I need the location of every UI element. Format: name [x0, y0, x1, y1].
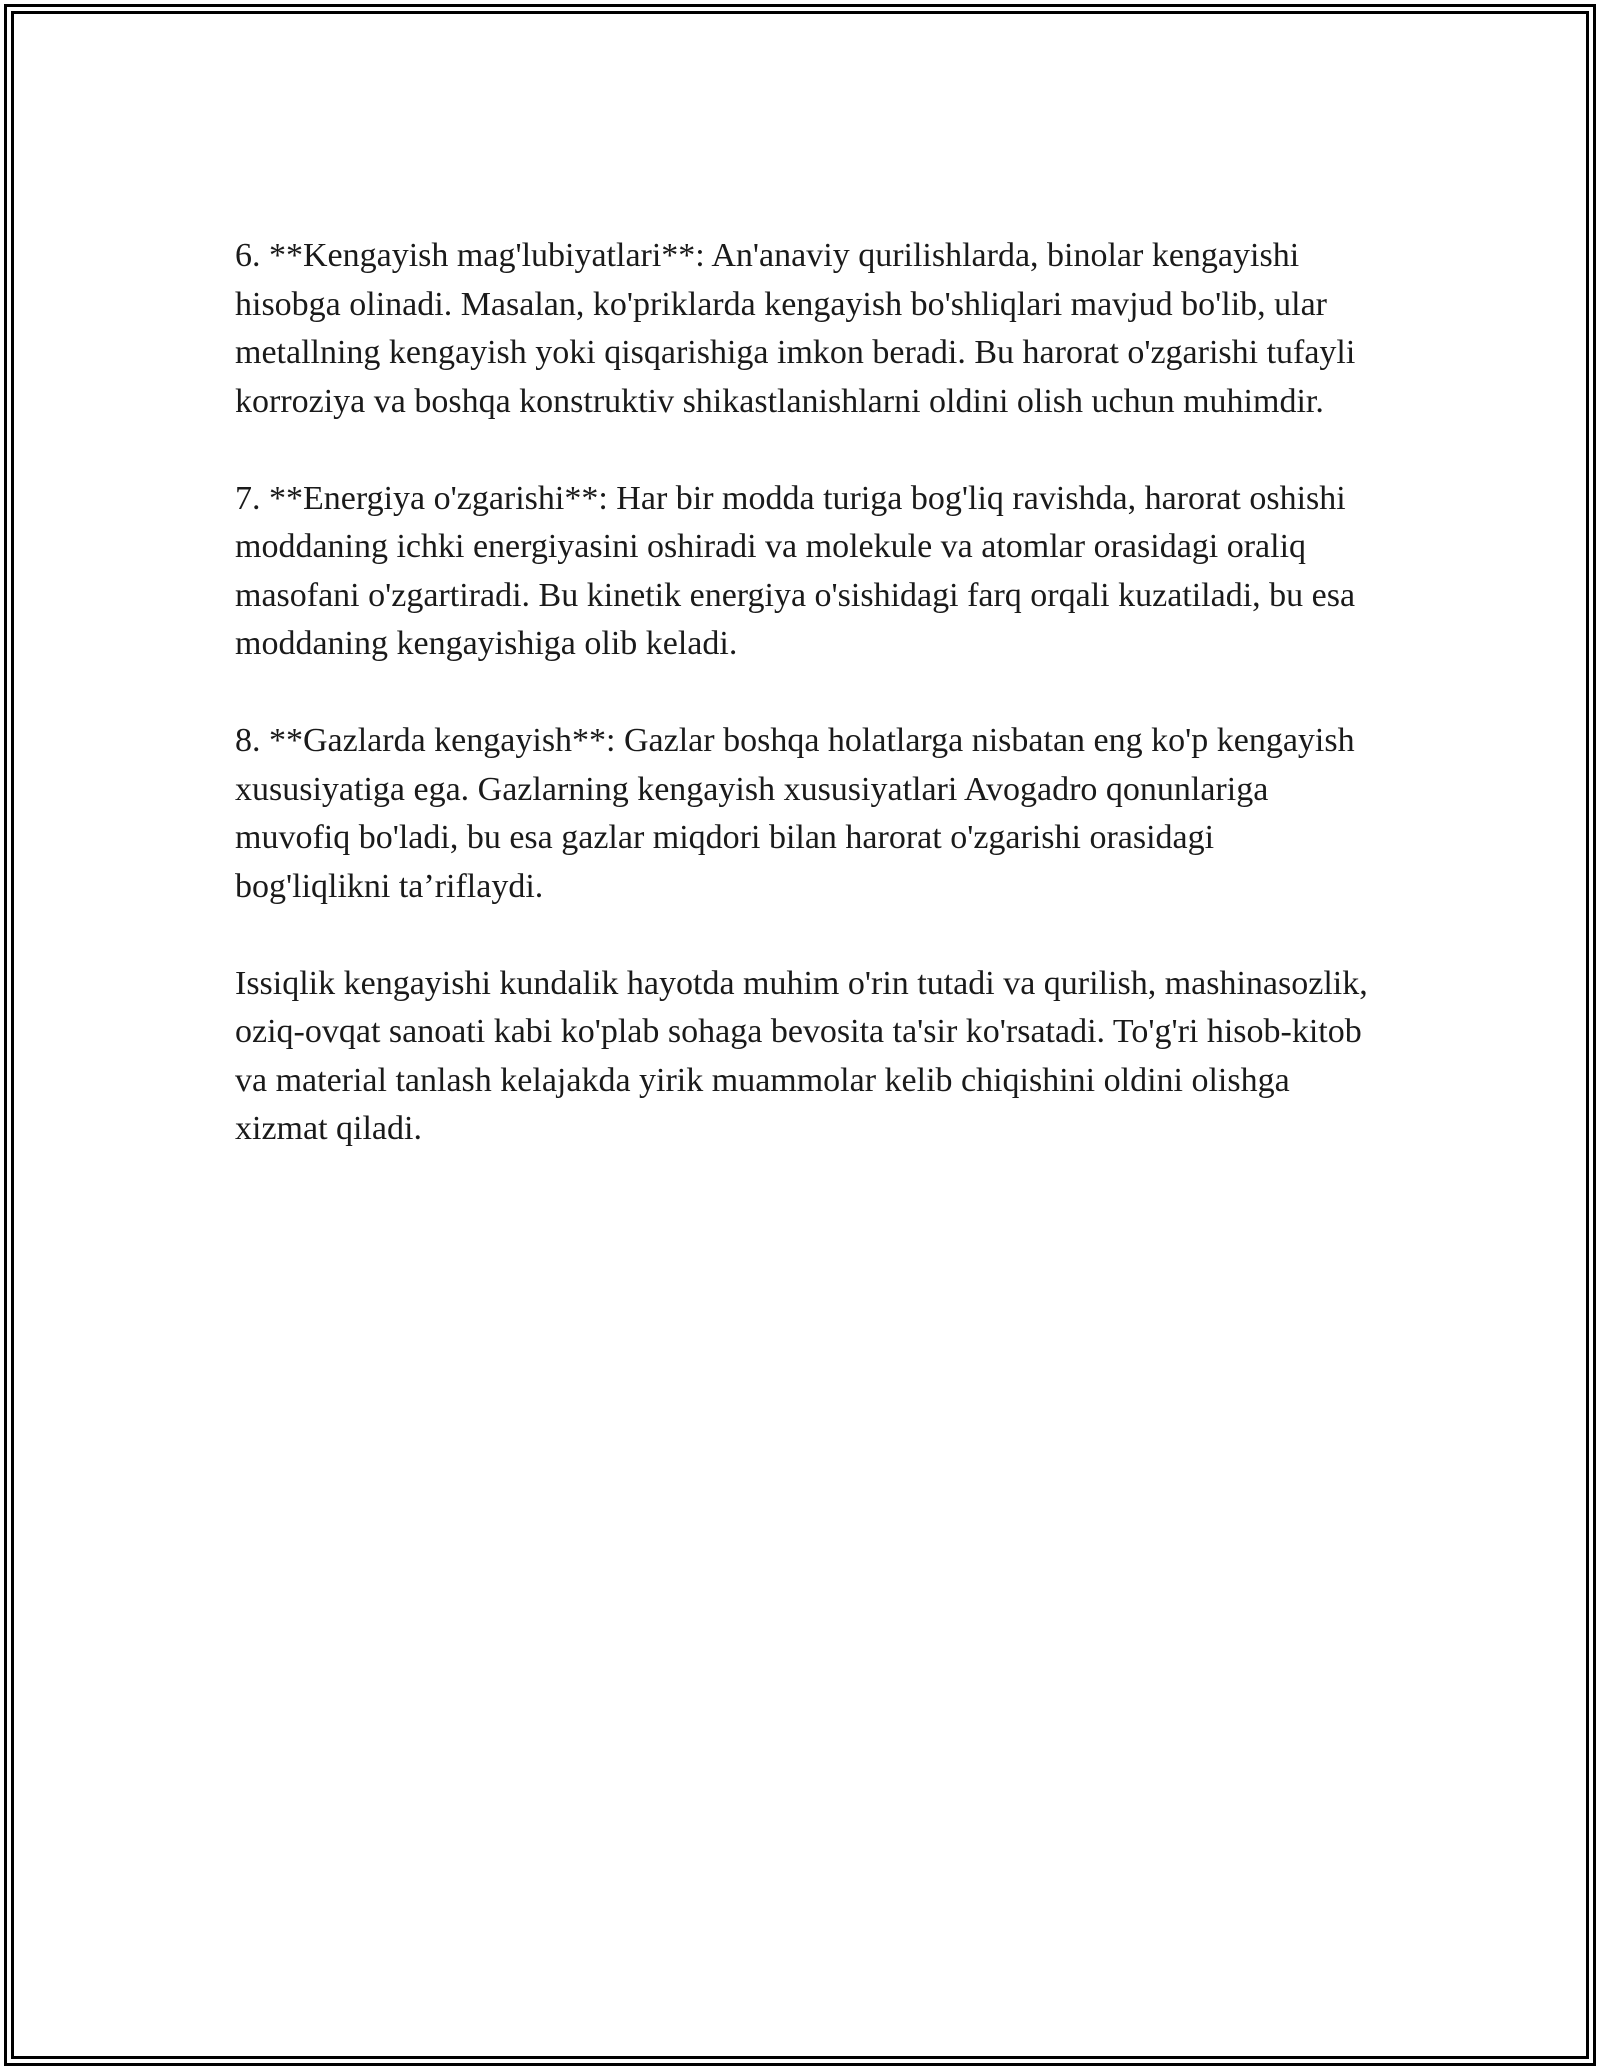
paragraph-energy-change: 7. **Energiya o'zgarishi**: Har bir modda turiga bog'liq ravishda, harorat oshishi moddaning ichki energiyasini oshiradi va molekule va atomlar orasidagi oraliq masofani o'zgartiradi. Bu kinetik energiya o'sishidagi farq orqali kuzatiladi, bu esa moddaning kengayishiga olib keladi.: [235, 479, 1356, 662]
paragraph-expansion-failures: 6. **Kengayish mag'lubiyatlari**: An'anaviy qurilishlarda, binolar kengayishi hisobga olinadi. Masalan, ko'priklarda kengayish bo'shliqlari mavjud bo'lib, ular metallning kengayish yoki qisqarishiga imkon beradi. Bu harorat o'zgarishi tufayli korroziya va boshqa konstruktiv shikastlanishlarni oldini olish uchun muhimdir.: [235, 237, 1356, 420]
paragraph-conclusion: Issiqlik kengayishi kundalik hayotda muhim o'rin tutadi va qurilish, mashinasozlik, oziq-ovqat sanoati kabi ko'plab sohaga bevosita ta'sir ko'rsatadi. To'g'ri hisob-kitob va material tanlash kelajakda yirik muammolar kelib chiqishini oldini olishga xizmat qiladi.: [235, 964, 1368, 1147]
paragraph-gas-expansion: 8. **Gazlarda kengayish**: Gazlar boshqa holatlarga nisbatan eng ko'p kengayish xususiyatiga ega. Gazlarning kengayish xususiyatlari Avogadro qonunlariga muvofiq bo'ladi, bu esa gazlar miqdori bilan harorat o'zgarishi orasidagi bog'liqlikni ta’riflaydi.: [235, 722, 1355, 905]
document-body: [235, 232, 1375, 1202]
